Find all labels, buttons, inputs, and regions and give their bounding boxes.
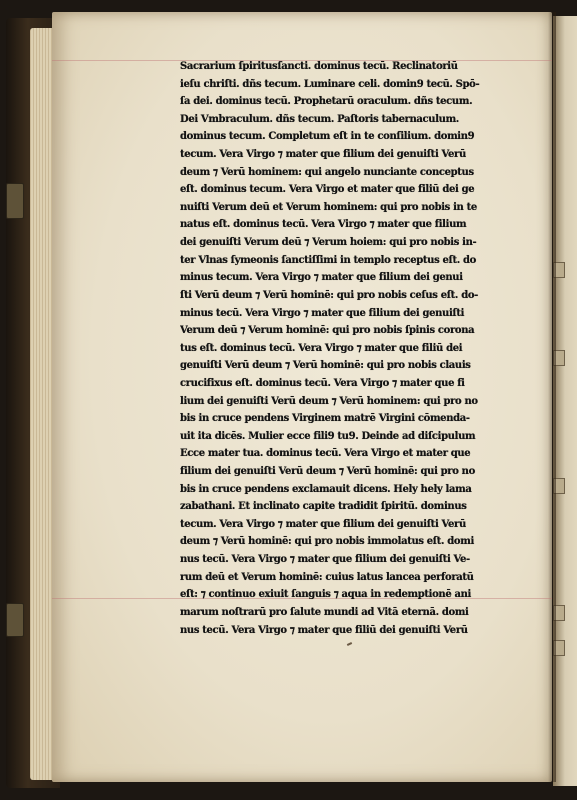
- text-line: nuiſti Verum deū et Verum hominem: qui pro nobis in te: [180, 201, 477, 213]
- text-line: lium dei genuiſti Verū deum ⁊ Verū hominem: qui pro no: [180, 395, 478, 407]
- text-line: minus tecum. Vera Virgo ⁊ mater que filium dei genui: [180, 272, 463, 284]
- text-line: ſti Verū deum ⁊ Verū hominē: qui pro nobis ceſus eſt. do-: [180, 289, 478, 301]
- text-line: Sacrarium ſpiritusſancti. dominus tecū. Reclinatoriū: [180, 61, 458, 72]
- text-line: filium dei genuiſti Verū deum ⁊ Verū hominē: qui pro no: [180, 466, 475, 478]
- text-line: Ecce mater tua. dominus tecū. Vera Virgo et mater que: [180, 448, 471, 460]
- text-line: tus eſt. dominus tecū. Vera Virgo ⁊ mater que filiū dei: [180, 342, 463, 354]
- text-line: tecum. Vera Virgo ⁊ mater que filium dei genuiſti Verū: [180, 518, 466, 530]
- text-line: deum ⁊ Verū hominē: qui pro nobis immolatus eſt. domi: [180, 536, 474, 548]
- text-line: nus tecū. Vera Virgo ⁊ mater que filiū dei genuiſti Verū: [180, 624, 468, 636]
- text-block: [180, 58, 515, 639]
- text-line: bis in cruce pendens exclamauit dicens. Hely hely lama: [180, 483, 472, 495]
- text-line: natus eſt. dominus tecū. Vera Virgo ⁊ mater que filium: [180, 219, 467, 231]
- clasp-upper: [6, 183, 24, 219]
- text-line: rum deū et Verum hominē: cuius latus lancea perforatū: [180, 571, 474, 583]
- facing-page-edge: [553, 16, 577, 786]
- text-line: Dei Vmbraculum. dñs tecum. Paſtoris tabernaculum.: [180, 113, 459, 125]
- text-line: nus tecū. Vera Virgo ⁊ mater que filium dei genuiſti Ve-: [180, 554, 470, 566]
- clasp-lower: [6, 603, 24, 637]
- text-line: bis in cruce pendens Virginem matrē Virgini cōmenda-: [180, 413, 470, 425]
- text-line: eſt. dominus tecum. Vera Virgo et mater que filiū dei ge: [180, 184, 475, 196]
- text-line: Verum deū ⁊ Verum hominē: qui pro nobis ſpinis corona: [180, 325, 475, 337]
- text-line: dominus tecum. Completum eſt in te conſilium. domin9: [180, 131, 475, 143]
- text-line: marum noſtrarū pro ſalute mundi ad Vitā eternā. domi: [180, 606, 469, 618]
- text-line: ieſu chriſti. dñs tecum. Luminare celi. domin9 tecū. Spō-: [180, 78, 480, 90]
- text-line: uit ita dicēs. Mulier ecce fili9 tu9. Deinde ad diſcipulum: [180, 430, 476, 442]
- text-line: zabathani. Et inclinato capite tradidit ſpiritū. dominus: [180, 501, 467, 513]
- gutter-shadow: [548, 12, 556, 782]
- text-line: crucifixus eſt. dominus tecū. Vera Virgo ⁊ mater que fi: [180, 377, 465, 389]
- text-line: deum ⁊ Verū hominem: qui angelo nunciante conceptus: [180, 166, 474, 178]
- text-line: eſt: ⁊ continuo exiuit ſanguis ⁊ aqua in redemptionē ani: [180, 589, 471, 601]
- text-line: ter Vlnas ſymeonis ſanctiſſimi in templo receptus eſt. do: [180, 254, 476, 266]
- text-line: dei genuiſti Verum deū ⁊ Verum hoiem: qui pro nobis in-: [180, 237, 477, 249]
- text-line: ſa dei. dominus tecū. Prophetarū oraculum. dñs tecum.: [180, 96, 473, 108]
- text-line: minus tecū. Vera Virgo ⁊ mater que filium dei genuiſti: [180, 307, 465, 319]
- text-line: genuiſti Verū deum ⁊ Verū hominē: qui pro nobis clauis: [180, 360, 471, 372]
- text-line: tecum. Vera Virgo ⁊ mater que filium dei genuiſti Verū: [180, 149, 466, 161]
